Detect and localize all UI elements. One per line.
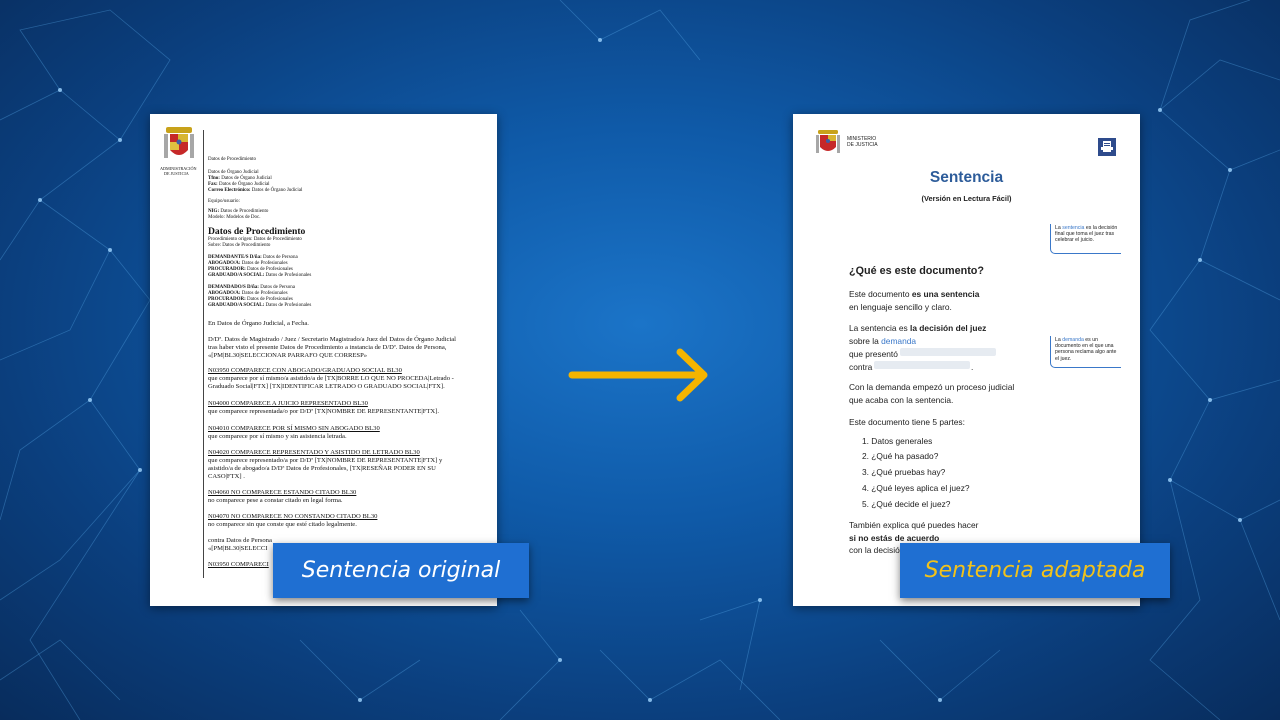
section-heading: N04060 NO COMPARECE ESTANDO CITADO BL30 — [208, 489, 357, 496]
list-item: 1. Datos generales — [862, 436, 933, 446]
body-line: La sentencia es la decisión del juez — [849, 323, 987, 333]
party-line: DEMANDADO/S D/ña: Datos de Persona — [208, 285, 295, 290]
body-line: «[PM|BL30|SELECCIONAR PARRAFO QUE CORRESP» — [208, 352, 368, 359]
party-line: GRADUADO/A SOCIAL: Datos de Profesionales — [208, 273, 312, 278]
ministry-name: DE JUSTICIA — [847, 142, 878, 148]
list-item: 4. ¿Qué leyes aplica el juez? — [862, 483, 970, 493]
list-item: 5. ¿Qué decide el juez? — [862, 499, 951, 509]
header-line: Correo Electrónico: Datos de Órgano Judicial — [208, 188, 303, 193]
body-line: contra Datos de Persona — [208, 537, 272, 544]
section-heading: N03950 COMPARECE CON ABOGADO/GRADUADO SOCIAL BL30 — [208, 367, 402, 374]
header-line: Datos de Procedimiento — [208, 157, 257, 162]
section-heading: N03950 COMPARECI — [208, 561, 269, 568]
adapted-document — [793, 114, 1140, 606]
body-line: También explica qué puedes hacer — [849, 520, 979, 530]
right-arrow-icon — [568, 346, 712, 404]
body-line: asistido/a de abogado/a D/Dª Datos de Profesionales, [TX|RESEÑAR PODER EN SU — [208, 465, 436, 472]
body-line: no comparece sin que conste que esté citado legalmente. — [208, 521, 357, 528]
crest-caption: ADMINISTRACIÓN — [160, 166, 197, 171]
body-line: si no estás de acuerdo — [849, 533, 940, 543]
section-heading: N04020 COMPARECE REPRESENTADO Y ASISTIDO DE LETRADO BL30 — [208, 449, 420, 456]
header-line: Datos de Órgano Judicial — [208, 170, 259, 175]
adapted-label: Sentencia adaptada — [900, 543, 1170, 598]
list-item: 3. ¿Qué pruebas hay? — [862, 467, 946, 477]
body-line: Este documento tiene 5 partes: — [849, 417, 965, 427]
body-line: sobre la demanda — [849, 336, 917, 346]
section-heading: N04010 COMPARECE POR SÍ MISMO SIN ABOGADO BL30 — [208, 425, 380, 432]
body-line: que acaba con la sentencia. — [849, 395, 954, 405]
section-heading: N04070 NO COMPARECE NO CONSTANDO CITADO BL30 — [208, 513, 378, 520]
party-line: DEMANDANTE/S D/ña: Datos de Persona — [208, 255, 298, 260]
crest-caption: DE JUSTICIA — [164, 171, 189, 176]
section-heading: ¿Qué es este documento? — [849, 265, 984, 277]
spanish-crest-icon — [815, 128, 841, 158]
body-line: En Datos de Órgano Judicial, a Fecha. — [208, 320, 309, 327]
original-document — [150, 114, 497, 606]
redacted-field — [874, 361, 970, 369]
body-line: . — [971, 362, 974, 372]
body-line: Graduado Social|FTX] [TX|IDENTIFICAR LETRADO O GRADUADO SOCIAL|FTX]. — [208, 383, 445, 390]
page-subtitle: (Versión en Lectura Fácil) — [921, 194, 1012, 203]
body-line: tras haber visto el presente Datos de Procedimiento a instancia de D/Dª. Datos de Persona, — [208, 344, 447, 351]
list-item: 2. ¿Qué ha pasado? — [862, 451, 939, 461]
redacted-field — [900, 348, 996, 356]
body-line: D/Dª. Datos de Magistrado / Juez / Secretario Magistrado/a Juez del Datos de Órgano Judicial — [208, 336, 456, 343]
body-line: que comparece por sí mismo/a asistido/a de [TX|BORRE LO QUE NO PROCEDA|Letrado - — [208, 375, 454, 382]
header-line: Fax: Datos de Órgano Judicial — [208, 182, 270, 187]
header-line: Modelo: Modelos de Doc. — [208, 215, 261, 220]
party-line: PROCURADOR: Datos de Profesionales — [208, 297, 293, 302]
body-line: que comparece representado/a por D/Dª [TX|NOMBRE DE REPRESENTANTE|FTX] y — [208, 457, 443, 464]
body-line: en lenguaje sencillo y claro. — [849, 302, 952, 312]
body-line: no comparece pese a constar citado en legal forma. — [208, 497, 343, 504]
body-line: «[PM|BL30|SELECCI — [208, 545, 268, 552]
header-line: Procedimiento origen: Datos de Procedimiento — [208, 237, 302, 242]
body-line: que presentó — [849, 349, 898, 359]
document-logo-icon — [1098, 138, 1116, 156]
page-title: Sentencia — [929, 169, 1004, 186]
margin-note: La sentencia es la decisión final que toma el juez tras celebrar el juicio. — [1050, 224, 1121, 254]
party-line: GRADUADO/A SOCIAL: Datos de Profesionales — [208, 303, 312, 308]
section-heading: N04000 COMPARECE A JUICIO REPRESENTADO BL30 — [208, 400, 368, 407]
body-line: que comparece representada/o por D/Dª [TX|NOMBRE DE REPRESENTANTE|FTX]. — [208, 408, 439, 415]
spanish-crest-icon — [162, 124, 196, 166]
header-line: Sobre: Datos de Procedimiento — [208, 243, 271, 248]
header-line: Tfno: Datos de Órgano Judicial — [208, 176, 272, 181]
header-line: Equipo/usuario: — [208, 199, 240, 204]
body-line: CASO|FTX] . — [208, 473, 245, 480]
vertical-rule — [203, 130, 204, 578]
body-line: contra — [849, 362, 873, 372]
margin-note: La demanda es un documento en el que una persona reclama algo ante el juez. — [1050, 336, 1121, 368]
document-heading: Datos de Procedimiento — [208, 226, 306, 237]
body-line: con la decisió — [849, 545, 900, 555]
body-line: Con la demanda empezó un proceso judicial — [849, 382, 1015, 392]
header-line: NIG: Datos de Procedimiento — [208, 209, 269, 214]
party-line: ABOGADO/A: Datos de Profesionales — [208, 291, 288, 296]
body-line: que comparece por sí mismo y sin asistencia letrada. — [208, 433, 347, 440]
body-line: Este documento es una sentencia — [849, 289, 980, 299]
party-line: PROCURADOR: Datos de Profesionales — [208, 267, 293, 272]
ministry-name: MINISTERIO — [847, 136, 877, 142]
original-label: Sentencia original — [273, 543, 529, 598]
party-line: ABOGADO/A: Datos de Profesionales — [208, 261, 288, 266]
